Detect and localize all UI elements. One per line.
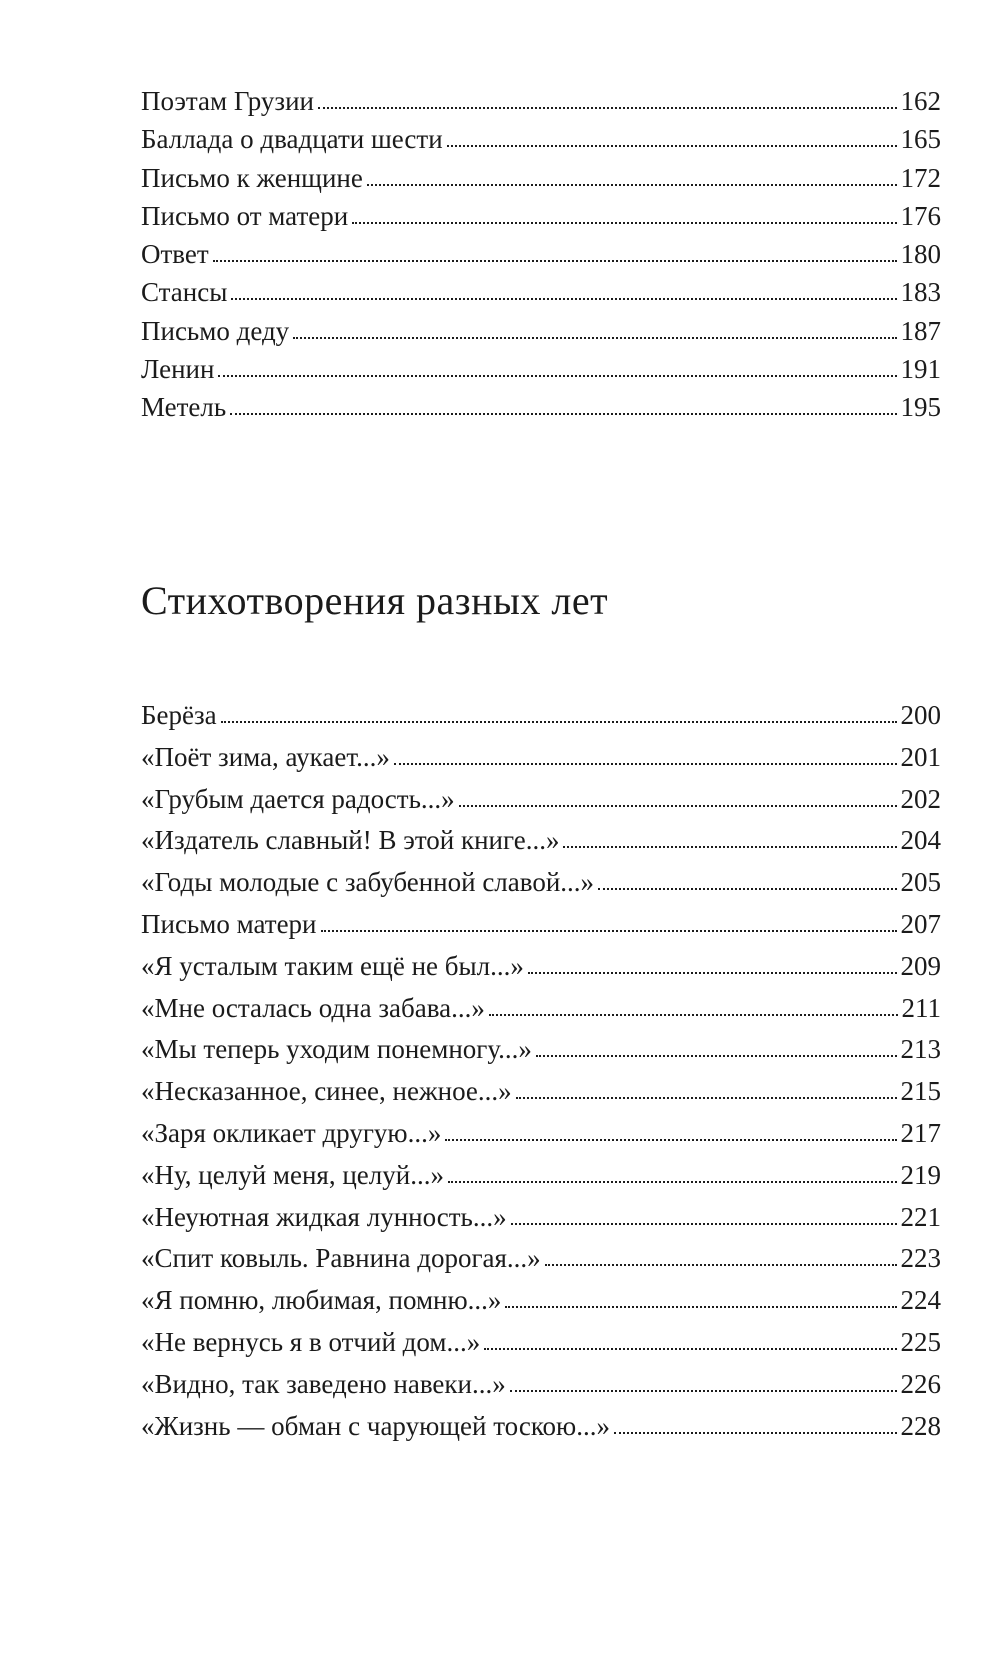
toc-entry	[141, 235, 941, 273]
toc-entry	[141, 738, 941, 780]
toc-entry	[141, 1198, 941, 1240]
toc-entry-page: 215	[900, 1076, 941, 1107]
toc-entry-page: 225	[900, 1326, 941, 1357]
toc-leader-dots	[230, 389, 896, 416]
toc-entry	[141, 1239, 941, 1281]
toc-entry-page: 195	[900, 392, 941, 423]
toc-leader-dots	[510, 1366, 897, 1393]
toc-leader-dots	[218, 351, 896, 378]
toc-entry	[141, 1114, 941, 1156]
toc-entry	[141, 989, 941, 1031]
toc-entry-page: 213	[900, 1034, 941, 1065]
toc-entry-page: 165	[900, 124, 941, 155]
toc-entry-page: 224	[900, 1285, 941, 1316]
toc-leader-dots	[445, 1115, 896, 1142]
toc-entry	[141, 1365, 941, 1407]
toc-entry-page: 191	[900, 354, 941, 385]
toc-entry-title: Ленин	[141, 354, 215, 385]
toc-entry-title: «Не вернусь я в отчий дом...»	[141, 1326, 481, 1357]
toc-entry-page: 180	[900, 239, 941, 270]
toc-entry	[141, 1281, 941, 1323]
toc-entry-title: «Годы молодые с забубенной славой...»	[141, 867, 595, 898]
toc-entry-page: 200	[900, 700, 941, 730]
toc-leader-dots	[448, 1157, 897, 1184]
toc-leader-dots	[489, 990, 898, 1017]
toc-entry	[141, 273, 941, 311]
toc-entry-title: Метель	[141, 392, 227, 423]
toc-entry	[141, 1030, 941, 1072]
toc-entry-page: 209	[900, 950, 941, 981]
toc-entry-title: «Мы теперь уходим понемногу...»	[141, 1034, 532, 1065]
toc-entry-title: «Поёт зима, аукает...»	[141, 741, 390, 772]
toc-leader-dots	[367, 160, 897, 187]
toc-entry	[141, 120, 941, 158]
toc-entry-page: 219	[900, 1159, 941, 1190]
toc-leader-dots	[614, 1408, 897, 1435]
toc-entry-title: «Издатель славный! В этой книге...»	[141, 825, 560, 856]
toc-entry	[141, 863, 941, 905]
section-heading-text: Стихотворения разных лет	[141, 578, 609, 623]
toc-entry-title: «Мне осталась одна забава...»	[141, 992, 485, 1023]
toc-entry-page: 187	[900, 315, 941, 346]
toc-entry-title: «Грубым дается радость...»	[141, 783, 455, 814]
toc-entry-page: 223	[900, 1243, 941, 1274]
toc-entry	[141, 821, 941, 863]
toc-entry	[141, 696, 941, 738]
toc-entry	[141, 1072, 941, 1114]
toc-leader-dots	[511, 1199, 897, 1226]
toc-entry	[141, 947, 941, 989]
toc-entry-title: «Несказанное, синее, нежное...»	[141, 1076, 512, 1107]
toc-leader-dots	[516, 1073, 897, 1100]
toc-entry	[141, 1323, 941, 1365]
toc-entry-title: «Я усталым таким ещё не был...»	[141, 950, 524, 981]
toc-entry	[141, 159, 941, 197]
toc-entry-title: «Видно, так заведено навеки...»	[141, 1368, 506, 1399]
toc-leader-dots	[484, 1324, 896, 1351]
toc-entry-title: Письмо к женщине	[141, 162, 363, 193]
toc-list-top	[141, 82, 941, 427]
toc-entry-page: 162	[900, 86, 941, 116]
toc-entry	[141, 82, 941, 120]
toc-entry-title: Баллада о двадцати шести	[141, 124, 443, 155]
toc-leader-dots	[545, 1240, 897, 1267]
toc-leader-dots	[293, 313, 896, 340]
toc-entry-page: 221	[900, 1201, 941, 1232]
toc-leader-dots	[352, 198, 896, 225]
toc-leader-dots	[394, 739, 897, 766]
toc-leader-dots	[536, 1031, 897, 1058]
toc-entry	[141, 1156, 941, 1198]
section-heading	[141, 576, 608, 626]
toc-entry-title: Стансы	[141, 277, 228, 308]
toc-entry-page: 201	[900, 741, 941, 772]
toc-leader-dots	[231, 274, 896, 301]
toc-entry-page: 207	[900, 908, 941, 939]
toc-entry	[141, 350, 941, 388]
toc-entry-title: Берёза	[141, 700, 217, 730]
toc-entry-page: 226	[900, 1368, 941, 1399]
toc-leader-dots	[528, 948, 897, 975]
toc-leader-dots	[563, 822, 896, 849]
toc-leader-dots	[221, 697, 897, 724]
toc-entry-page: 176	[900, 200, 941, 231]
toc-entry-title: Письмо от матери	[141, 200, 349, 231]
toc-leader-dots	[318, 83, 897, 110]
toc-entry-page: 204	[900, 825, 941, 856]
toc-entry-page: 211	[901, 992, 941, 1023]
toc-entry	[141, 1407, 941, 1449]
toc-leader-dots	[598, 864, 896, 891]
toc-entry-page: 217	[900, 1117, 941, 1148]
toc-entry-title: «Спит ковыль. Равнина дорогая...»	[141, 1243, 541, 1274]
toc-entry-title: Поэтам Грузии	[141, 86, 314, 116]
toc-entry	[141, 197, 941, 235]
toc-entry-page: 202	[900, 783, 941, 814]
toc-entry	[141, 780, 941, 822]
toc-list-bottom	[141, 696, 941, 1448]
toc-entry-page: 228	[900, 1410, 941, 1441]
toc-entry-title: Письмо матери	[141, 908, 317, 939]
toc-entry	[141, 388, 941, 426]
toc-entry	[141, 905, 941, 947]
toc-entry-page: 183	[900, 277, 941, 308]
toc-entry-title: «Жизнь — обман с чарующей тоскою...»	[141, 1410, 610, 1441]
toc-entry-page: 172	[900, 162, 941, 193]
toc-leader-dots	[321, 906, 897, 933]
toc-entry-title: Письмо деду	[141, 315, 290, 346]
toc-entry-title: «Неуютная жидкая лунность...»	[141, 1201, 507, 1232]
toc-entry-page: 205	[900, 867, 941, 898]
toc-leader-dots	[447, 121, 897, 148]
toc-entry-title: Ответ	[141, 239, 209, 270]
toc-entry	[141, 312, 941, 350]
toc-leader-dots	[505, 1282, 896, 1309]
toc-entry-title: «Я помню, любимая, помню...»	[141, 1285, 502, 1316]
toc-leader-dots	[459, 781, 897, 808]
toc-entry-title: «Заря окликает другую...»	[141, 1117, 442, 1148]
toc-leader-dots	[213, 236, 897, 263]
toc-entry-title: «Ну, целуй меня, целуй...»	[141, 1159, 444, 1190]
